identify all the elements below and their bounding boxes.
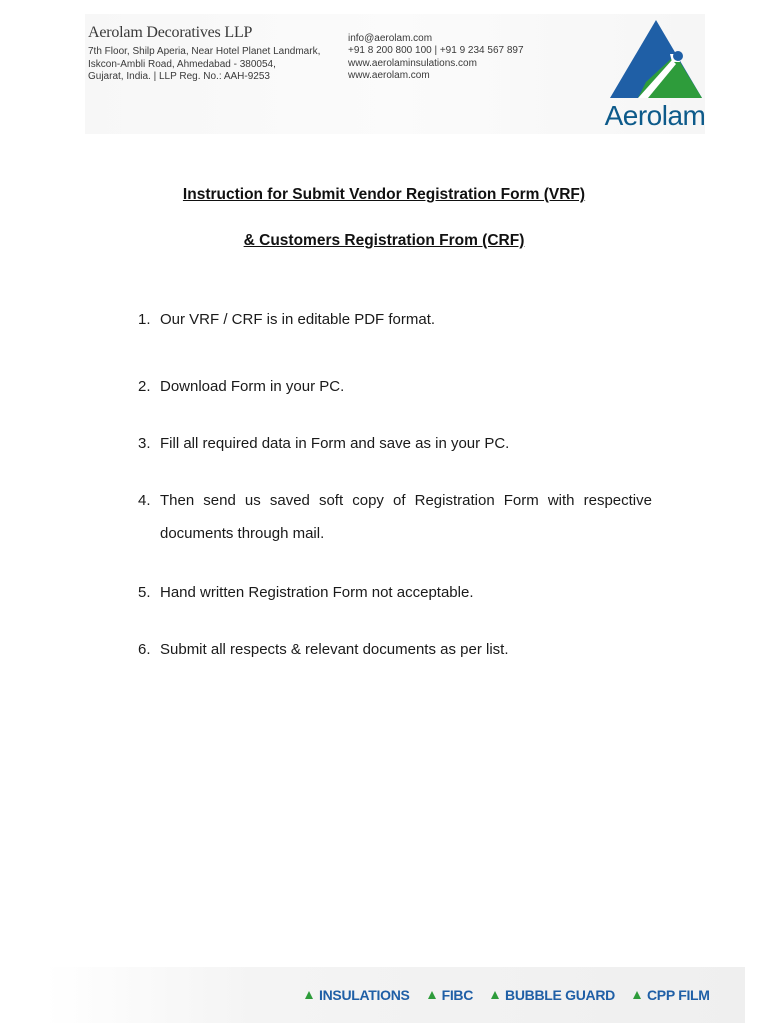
contact-email: info@aerolam.com — [348, 33, 433, 44]
contact-website: www.aerolam.com — [348, 69, 430, 81]
instruction-text: Our VRF / CRF is in editable PDF format. — [160, 311, 436, 328]
contact-website: www.aerolaminsulations.com — [348, 57, 477, 69]
document-subtitle: & Customers Registration From (CRF) — [243, 232, 525, 249]
footer-item-insulations — [305, 987, 410, 1003]
footer-label: INSULATIONS — [319, 987, 410, 1003]
instruction-text: Download Form in your PC. — [160, 378, 345, 395]
instruction-number: 5. — [138, 584, 151, 601]
instruction-number: 6. — [138, 641, 151, 658]
company-contact — [348, 33, 568, 82]
instruction-text: Hand written Registration Form not acceptable. — [160, 584, 474, 601]
instruction-text: Fill all required data in Form and save as in your PC. — [160, 435, 510, 452]
instruction-text: Then send us saved soft copy of Registration Form with respective documents through mail. — [160, 492, 652, 542]
address-line: Iskcon-Ambli Road, Ahmedabad - 380054, — [88, 58, 276, 70]
instruction-text: Submit all respects & relevant documents as per list. — [160, 641, 509, 658]
aerolam-logo — [604, 18, 704, 133]
triangle-icon — [491, 991, 499, 999]
company-address — [88, 46, 338, 84]
footer-label: BUBBLE GUARD — [505, 987, 615, 1003]
triangle-icon — [305, 991, 313, 999]
footer-label: CPP FILM — [646, 987, 710, 1003]
address-line: 7th Floor, Shilp Aperia, Near Hotel Planet Landmark, — [88, 46, 321, 57]
triangle-icon — [428, 991, 436, 999]
address-line: Gujarat, India. | LLP Reg. No.: AAH-9253 — [88, 71, 270, 82]
instruction-number: 3. — [138, 435, 151, 452]
logo-mark-icon — [608, 18, 704, 102]
instruction-number: 2. — [138, 378, 151, 395]
footer-item-cpp-film — [633, 987, 710, 1003]
footer-product-lines — [305, 987, 710, 1003]
logo-wordmark: Aerolam — [604, 100, 706, 131]
company-name: Aerolam Decoratives LLP — [88, 24, 253, 41]
instruction-number: 1. — [138, 311, 151, 328]
footer-label: FIBC — [441, 987, 474, 1003]
triangle-icon — [633, 991, 641, 999]
footer-item-bubble-guard — [491, 987, 615, 1003]
contact-phone: +91 8 200 800 100 | +91 9 234 567 897 — [348, 45, 524, 57]
instruction-number: 4. — [138, 492, 151, 509]
document-title: Instruction for Submit Vendor Registration Form (VRF) — [182, 186, 586, 203]
footer-item-fibc — [428, 987, 473, 1003]
